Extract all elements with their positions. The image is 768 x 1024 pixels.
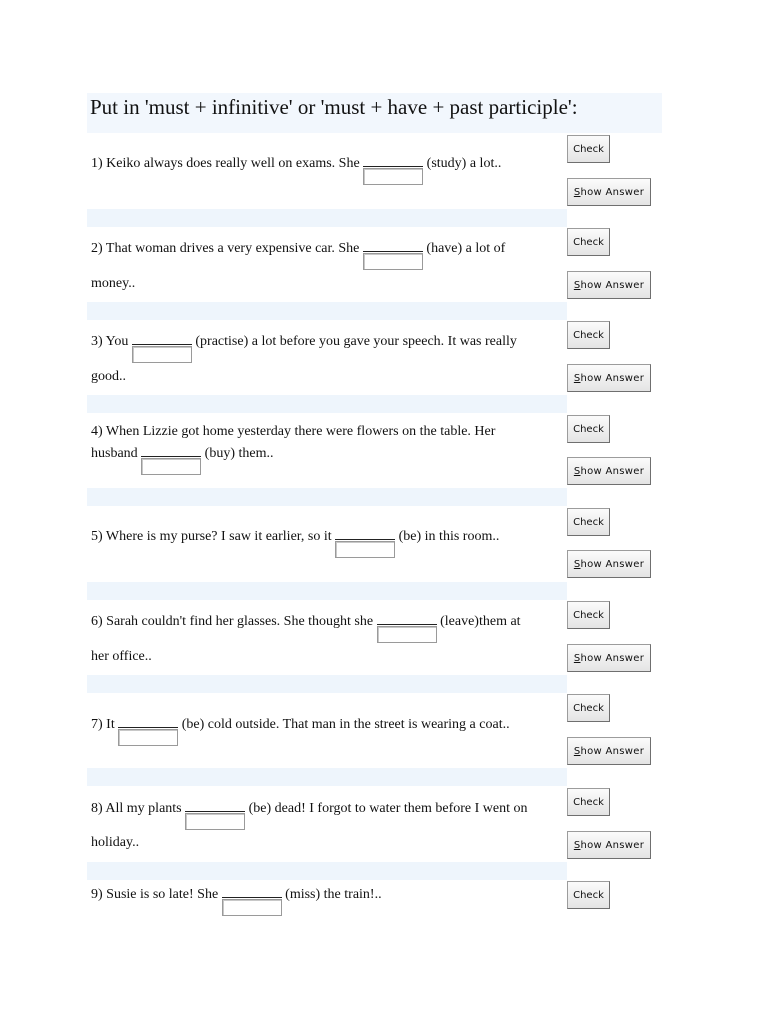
check-button-4[interactable]: Check	[567, 415, 610, 443]
answer-input-5[interactable]	[335, 541, 395, 558]
answer-blank	[363, 237, 423, 252]
answer-input-8[interactable]	[185, 813, 245, 830]
answer-blank	[222, 883, 282, 898]
question-6-line-2: her office..	[91, 649, 152, 664]
question-6: 6) Sarah couldn't find her glasses. She thought she (leave)them at	[91, 610, 521, 630]
show-answer-button-1[interactable]: S how Answer	[567, 178, 651, 206]
question-9: 9) Susie is so late! She (miss) the train!..	[91, 883, 382, 903]
question-8-line-2: holiday..	[91, 835, 140, 850]
row-separator	[87, 488, 567, 506]
answer-input-6[interactable]	[377, 626, 437, 643]
show-answer-button-7[interactable]: S how Answer	[567, 737, 651, 765]
row-separator	[87, 302, 567, 320]
question-4-line-2: husband (buy) them..	[91, 442, 274, 462]
check-button-5[interactable]: Check	[567, 508, 610, 536]
check-button-1[interactable]: Check	[567, 135, 610, 163]
row-separator	[87, 209, 567, 227]
answer-blank	[377, 610, 437, 625]
answer-blank	[118, 713, 178, 728]
show-answer-button-4[interactable]: S how Answer	[567, 457, 651, 485]
answer-input-7[interactable]	[118, 729, 178, 746]
question-4: 4) When Lizzie got home yesterday there were flowers on the table. Her	[91, 424, 496, 439]
row-separator	[87, 582, 567, 600]
row-separator	[87, 395, 567, 413]
answer-input-4[interactable]	[141, 458, 201, 475]
page-title: Put in 'must + infinitive' or 'must + have + past participle':	[90, 95, 578, 119]
question-1: 1) Keiko always does really well on exams. She (study) a lot..	[91, 152, 501, 172]
row-separator	[87, 675, 567, 693]
question-2-line-2: money..	[91, 276, 136, 291]
question-7: 7) It (be) cold outside. That man in the street is wearing a coat..	[91, 713, 510, 733]
show-answer-button-8[interactable]: S how Answer	[567, 831, 651, 859]
answer-input-3[interactable]	[132, 346, 192, 363]
question-3: 3) You (practise) a lot before you gave your speech. It was really	[91, 330, 517, 350]
answer-blank	[132, 330, 192, 345]
check-button-9[interactable]: Check	[567, 881, 610, 909]
question-2: 2) That woman drives a very expensive car. She (have) a lot of	[91, 237, 505, 257]
row-separator	[87, 768, 567, 786]
answer-blank	[185, 797, 245, 812]
answer-blank	[335, 525, 395, 540]
show-answer-button-6[interactable]: S how Answer	[567, 644, 651, 672]
question-8: 8) All my plants (be) dead! I forgot to water them before I went on	[91, 797, 528, 817]
answer-input-1[interactable]	[363, 168, 423, 185]
answer-input-2[interactable]	[363, 253, 423, 270]
show-answer-button-2[interactable]: S how Answer	[567, 271, 651, 299]
show-answer-button-5[interactable]: S how Answer	[567, 550, 651, 578]
answer-blank	[141, 442, 201, 457]
show-answer-button-3[interactable]: S how Answer	[567, 364, 651, 392]
check-button-6[interactable]: Check	[567, 601, 610, 629]
check-button-7[interactable]: Check	[567, 694, 610, 722]
check-button-8[interactable]: Check	[567, 788, 610, 816]
row-separator	[87, 862, 567, 880]
answer-input-9[interactable]	[222, 899, 282, 916]
question-3-line-2: good..	[91, 369, 126, 384]
question-5: 5) Where is my purse? I saw it earlier, so it (be) in this room..	[91, 525, 499, 545]
answer-blank	[363, 152, 423, 167]
check-button-3[interactable]: Check	[567, 321, 610, 349]
check-button-2[interactable]: Check	[567, 228, 610, 256]
